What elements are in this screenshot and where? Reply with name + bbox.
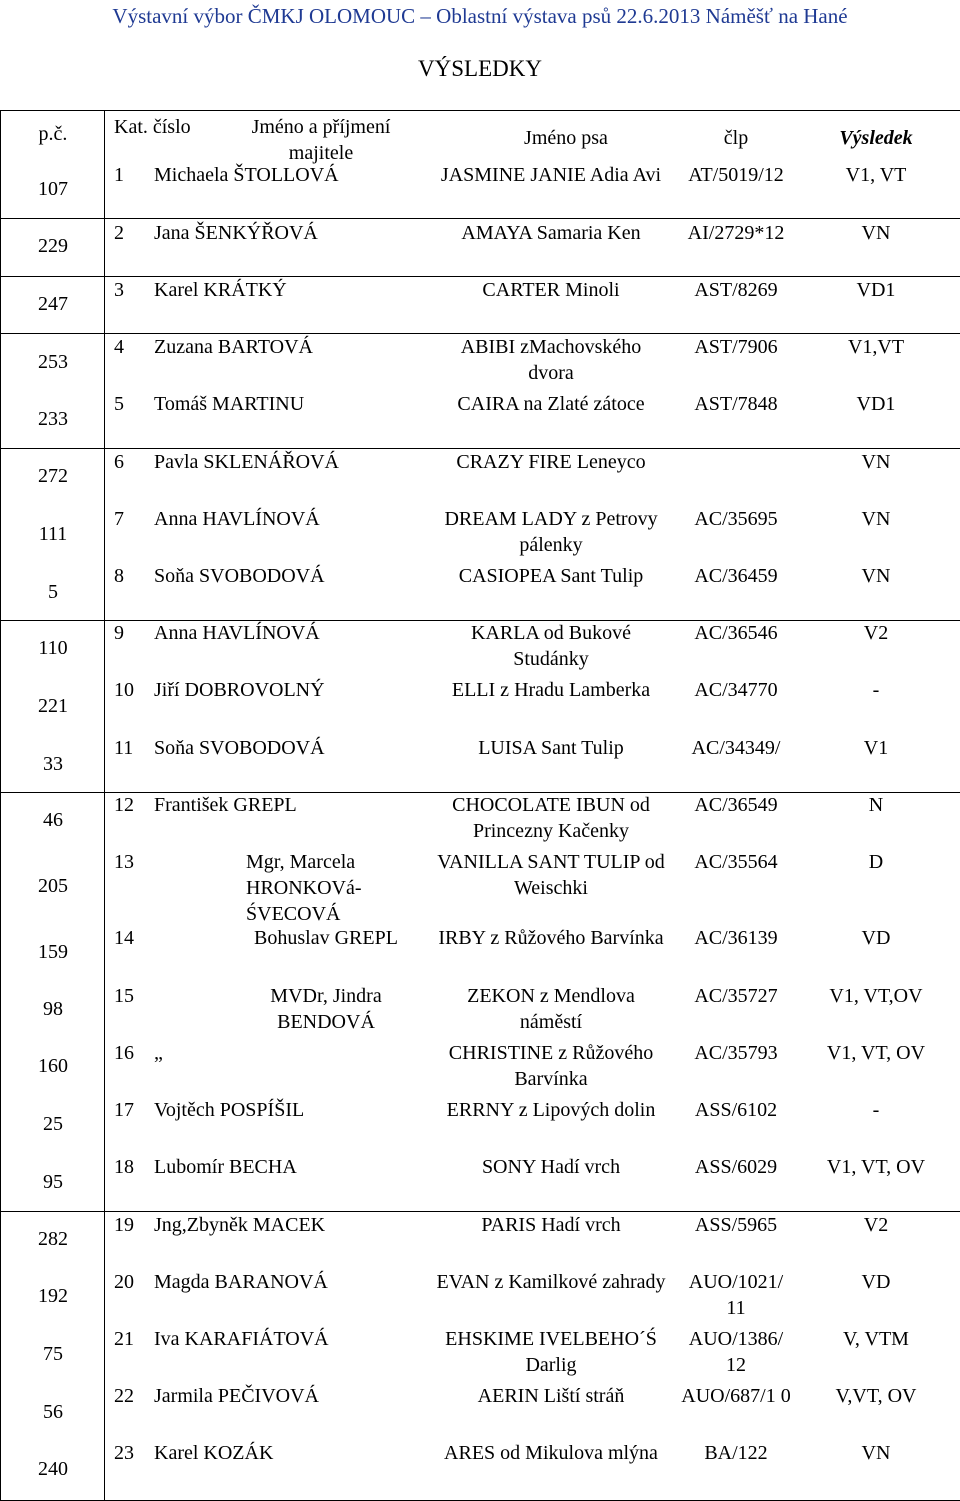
left-column-value: 233 <box>38 408 68 430</box>
left-column-value: 75 <box>43 1343 63 1365</box>
cell-num: 6 <box>114 451 124 473</box>
left-column-value: 221 <box>38 695 68 717</box>
cell-owner: Bohuslav GREPL <box>254 927 398 949</box>
header-clp: člp <box>723 127 749 149</box>
cell-num: 18 <box>114 1156 134 1178</box>
horizontal-rule <box>0 792 960 793</box>
cell-dog: CHOCOLATE IBUN od Princezny Kačenky <box>452 794 650 842</box>
cell-num: 14 <box>114 927 134 949</box>
cell-num: 5 <box>114 393 124 415</box>
cell-dog: IRBY z Růžového Barvínka <box>438 927 664 949</box>
left-column-header: p.č. <box>38 123 68 145</box>
cell-clp: AC/35695 <box>694 508 778 530</box>
cell-owner: Jana ŠENKÝŘOVÁ <box>154 222 318 244</box>
cell-clp: AST/7906 <box>694 336 778 358</box>
cell-clp: AST/7848 <box>694 393 778 415</box>
left-column-value: 205 <box>38 875 68 897</box>
left-column-value: 98 <box>43 998 63 1020</box>
cell-dog: CHRISTINE z Růžového Barvínka <box>448 1042 654 1090</box>
cell-clp: AC/35793 <box>694 1042 778 1064</box>
cell-owner: Anna HAVLÍNOVÁ <box>154 508 320 530</box>
horizontal-rule <box>0 218 960 219</box>
cell-num: 22 <box>114 1385 134 1407</box>
cell-result: VN <box>861 222 891 244</box>
cell-owner: Karel KOZÁK <box>154 1442 274 1464</box>
cell-dog: PARIS Hadí vrch <box>481 1214 621 1236</box>
cell-dog: ZEKON z Mendlova náměstí <box>467 985 635 1033</box>
cell-dog: EVAN z Kamilkové zahrady <box>436 1271 666 1293</box>
cell-result: V1, VT <box>845 164 907 186</box>
cell-owner: Lubomír BECHA <box>154 1156 297 1178</box>
horizontal-rule <box>0 110 960 111</box>
cell-result: - <box>872 1099 880 1121</box>
cell-dog: ERRNY z Lipových dolin <box>446 1099 656 1121</box>
cell-dog: ARES od Mikulova mlýna <box>444 1442 658 1464</box>
cell-owner: Vojtěch POSPÍŠIL <box>154 1099 305 1121</box>
column-divider <box>104 110 105 1501</box>
cell-owner: Pavla SKLENÁŘOVÁ <box>154 451 339 473</box>
left-column-value: 56 <box>43 1401 63 1423</box>
cell-owner: Jarmila PEČIVOVÁ <box>154 1385 319 1407</box>
left-column-value: 5 <box>48 581 58 603</box>
left-column-value: 192 <box>38 1285 68 1307</box>
cell-result: V,VT, OV <box>835 1385 917 1407</box>
cell-dog: JASMINE JANIE Adia Avi <box>440 164 662 186</box>
header-result: Výsledek <box>839 127 913 149</box>
left-column-value: 159 <box>38 941 68 963</box>
cell-num: 2 <box>114 222 124 244</box>
cell-num: 12 <box>114 794 134 816</box>
cell-num: 9 <box>114 622 124 644</box>
cell-clp: AUO/687/1 0 <box>681 1385 791 1407</box>
cell-owner: Karel KRÁTKÝ <box>154 279 287 301</box>
cell-num: 1 <box>114 164 124 186</box>
header-num: Kat. číslo <box>114 116 191 138</box>
cell-result: VN <box>861 1442 891 1464</box>
cell-dog: DREAM LADY z Petrovy pálenky <box>444 508 658 556</box>
cell-result: VN <box>861 508 891 530</box>
cell-result: N <box>868 794 884 816</box>
cell-num: 3 <box>114 279 124 301</box>
cell-owner: Tomáš MARTINU <box>154 393 305 415</box>
left-column-value: 107 <box>38 178 68 200</box>
cell-result: VD1 <box>856 393 896 415</box>
cell-result: - <box>872 679 880 701</box>
header-dog: Jméno psa <box>524 127 608 149</box>
cell-result: V2 <box>863 1214 889 1236</box>
cell-owner: Mgr, Marcela HRONKOVá-ŚVECOVÁ <box>246 851 362 925</box>
horizontal-rule <box>0 620 960 621</box>
cell-num: 23 <box>114 1442 134 1464</box>
cell-dog: CARTER Minoli <box>482 279 620 301</box>
left-column-value: 229 <box>38 235 68 257</box>
cell-dog: CASIOPEA Sant Tulip <box>458 565 644 587</box>
cell-dog: AERIN Liští stráň <box>477 1385 625 1407</box>
cell-result: V1 <box>863 737 889 759</box>
cell-clp: AC/36546 <box>694 622 778 644</box>
left-column-value: 111 <box>38 523 68 545</box>
cell-clp: AC/35727 <box>694 985 778 1007</box>
cell-clp: AI/2729*12 <box>687 222 785 244</box>
cell-dog: EHSKIME IVELBEHO´Ś Darlig <box>445 1328 657 1376</box>
cell-result: V2 <box>863 622 889 644</box>
cell-num: 8 <box>114 565 124 587</box>
left-column-value: 160 <box>38 1055 68 1077</box>
cell-dog: LUISA Sant Tulip <box>478 737 624 759</box>
cell-num: 21 <box>114 1328 134 1350</box>
cell-owner: Soňa SVOBODOVÁ <box>154 565 325 587</box>
cell-clp: ASS/5965 <box>694 1214 778 1236</box>
cell-owner: Anna HAVLÍNOVÁ <box>154 622 320 644</box>
cell-clp: BA/122 <box>704 1442 768 1464</box>
cell-owner: Jiří DOBROVOLNÝ <box>154 679 325 701</box>
left-column-value: 95 <box>43 1171 63 1193</box>
cell-result: V1, VT, OV <box>826 1156 926 1178</box>
cell-clp: AT/5019/12 <box>688 164 784 186</box>
cell-num: 7 <box>114 508 124 530</box>
cell-num: 19 <box>114 1214 134 1236</box>
cell-num: 4 <box>114 336 124 358</box>
cell-clp: AC/34770 <box>694 679 778 701</box>
cell-dog: AMAYA Samaria Ken <box>461 222 641 244</box>
cell-result: V1,VT <box>847 336 905 358</box>
cell-dog: SONY Hadí vrch <box>481 1156 621 1178</box>
cell-owner: Soňa SVOBODOVÁ <box>154 737 325 759</box>
cell-clp: ASS/6102 <box>694 1099 778 1121</box>
results-heading: VÝSLEDKY <box>418 56 542 81</box>
left-column-value: 33 <box>43 753 63 775</box>
cell-dog: CAIRA na Zlaté zátoce <box>457 393 645 415</box>
outer-left-border <box>0 110 1 1501</box>
cell-dog: VANILLA SANT TULIP od Weischki <box>437 851 665 899</box>
cell-result: V1, VT,OV <box>829 985 923 1007</box>
cell-owner: Michaela ŠTOLLOVÁ <box>154 164 339 186</box>
horizontal-rule <box>0 276 960 277</box>
cell-owner: František GREPL <box>154 794 297 816</box>
left-column-value: 253 <box>38 351 68 373</box>
cell-result: V1, VT, OV <box>826 1042 926 1064</box>
cell-dog: ABIBI zMachovského dvora <box>460 336 642 384</box>
cell-result: VN <box>861 565 891 587</box>
cell-result: VD <box>861 1271 891 1293</box>
horizontal-rule <box>0 333 960 334</box>
cell-result: VD <box>861 927 891 949</box>
cell-dog: KARLA od Bukové Studánky <box>471 622 631 670</box>
cell-owner: Jng,Zbyněk MACEK <box>154 1214 326 1236</box>
cell-clp: AC/36459 <box>694 565 778 587</box>
horizontal-rule <box>0 1211 960 1212</box>
header-owner: Jméno a příjmení majitele <box>251 116 391 164</box>
cell-num: 10 <box>114 679 134 701</box>
horizontal-rule <box>0 448 960 449</box>
cell-clp: AUO/1021/ 11 <box>688 1271 784 1319</box>
cell-owner: MVDr, Jindra BENDOVÁ <box>270 985 382 1033</box>
left-column-value: 282 <box>38 1228 68 1250</box>
cell-clp: AST/8269 <box>694 279 778 301</box>
cell-clp: AC/34349/ <box>691 737 781 759</box>
cell-owner: Magda BARANOVÁ <box>154 1271 328 1293</box>
left-column-value: 110 <box>38 637 68 659</box>
left-column-value: 240 <box>38 1458 68 1480</box>
cell-result: VD1 <box>856 279 896 301</box>
left-column-value: 272 <box>38 465 68 487</box>
cell-clp: AC/35564 <box>694 851 778 873</box>
cell-owner: „ <box>154 1042 163 1064</box>
cell-owner: Iva KARAFIÁTOVÁ <box>154 1328 329 1350</box>
cell-clp: AUO/1386/ 12 <box>688 1328 784 1376</box>
cell-result: VN <box>861 451 891 473</box>
cell-owner: Zuzana BARTOVÁ <box>154 336 313 358</box>
cell-num: 17 <box>114 1099 134 1121</box>
cell-num: 13 <box>114 851 134 873</box>
cell-result: V, VTM <box>843 1328 909 1350</box>
cell-dog: ELLI z Hradu Lamberka <box>451 679 651 701</box>
cell-num: 11 <box>114 737 134 759</box>
page-title: Výstavní výbor ČMKJ OLOMOUC – Oblastní výstava psů 22.6.2013 Náměšť na Hané <box>112 4 848 28</box>
left-column-value: 247 <box>38 293 68 315</box>
left-column-value: 25 <box>43 1113 63 1135</box>
cell-clp: AC/36139 <box>694 927 778 949</box>
cell-num: 20 <box>114 1271 134 1293</box>
cell-dog: CRAZY FIRE Leneyco <box>456 451 646 473</box>
cell-num: 15 <box>114 985 134 1007</box>
cell-num: 16 <box>114 1042 134 1064</box>
left-column-value: 46 <box>43 809 63 831</box>
cell-result: D <box>868 851 884 873</box>
cell-clp: AC/36549 <box>694 794 778 816</box>
cell-clp: ASS/6029 <box>694 1156 778 1178</box>
